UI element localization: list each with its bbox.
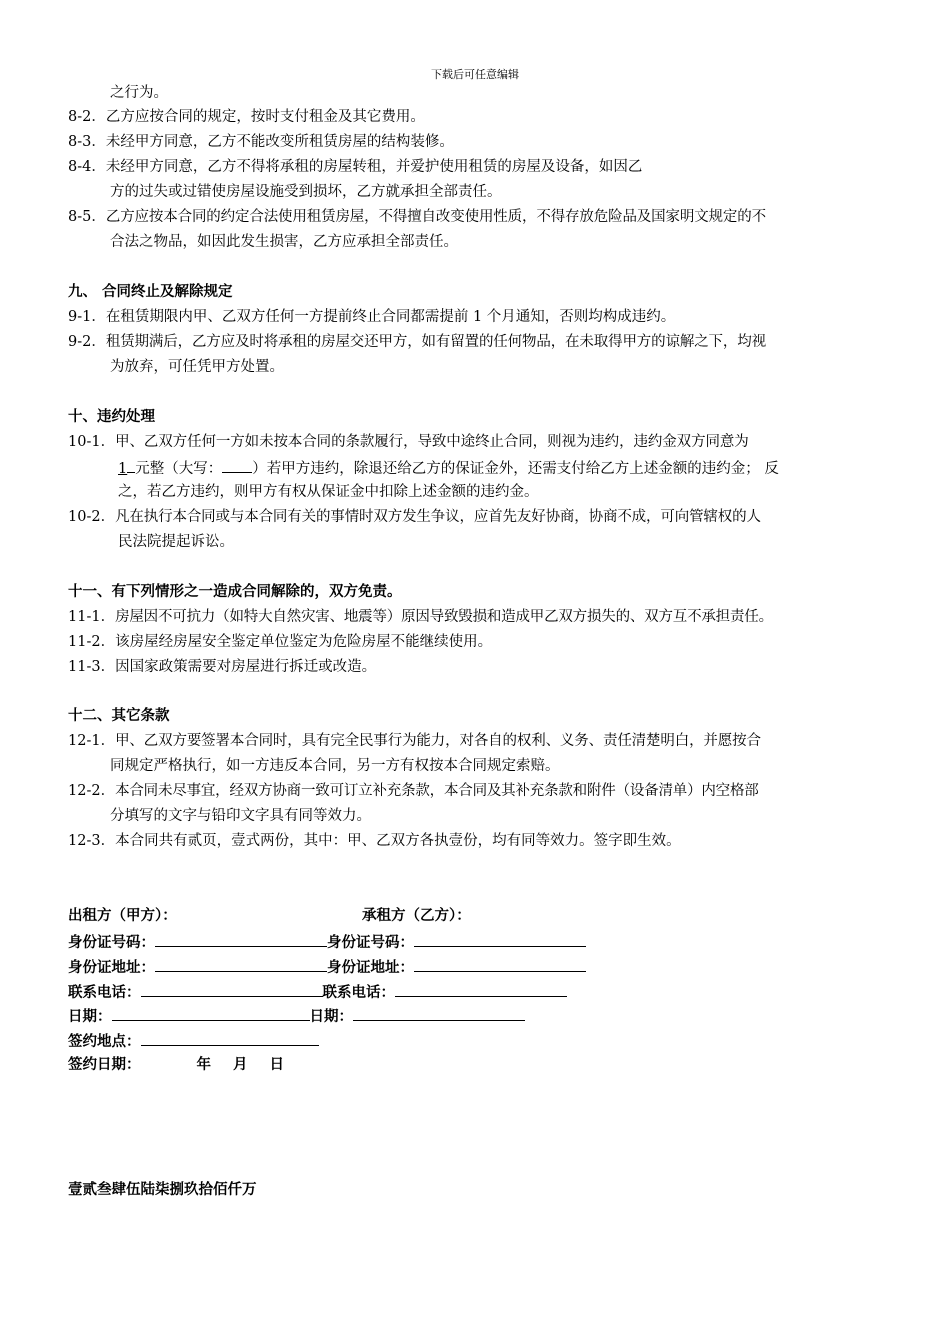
section-12-title: 十二、其它条款 bbox=[68, 708, 170, 724]
clause-9-2 bbox=[68, 333, 766, 351]
clause-number: 8-5． bbox=[68, 209, 106, 225]
date-label: 日期： bbox=[309, 1009, 353, 1025]
clause-text: 租赁期满后，乙方应及时将承租的房屋交还甲方，如有留置的任何物品，在未取得甲方的谅解之下，均视 bbox=[105, 334, 766, 350]
amount-words-blank[interactable] bbox=[222, 458, 252, 473]
clause-text: 凡在执行本合同或与本合同有关的事情时双方发生争议，应首先友好协商，协商不成，可向管辖权的人 bbox=[115, 509, 761, 525]
clause-number: 11-3． bbox=[68, 659, 116, 675]
clause-text: 甲、乙双方任何一方如未按本合同的条款履行，导致中途终止合同，则视为违约，违约金双方同意为 bbox=[115, 434, 749, 450]
clause-number: 11-1． bbox=[68, 609, 116, 625]
header-note: 下载后可任意编辑 bbox=[431, 68, 519, 81]
id-address-label: 身份证地址： bbox=[327, 960, 414, 976]
sign-place-field[interactable] bbox=[141, 1031, 319, 1046]
lessee-id-address-field[interactable] bbox=[414, 957, 586, 972]
lessor-id-address-field[interactable] bbox=[155, 957, 327, 972]
clause-number: 8-3． bbox=[68, 134, 106, 150]
clause-number: 8-4． bbox=[68, 159, 106, 175]
clause-text: ）若甲方违约，除退还给乙方的保证金外，还需支付给乙方上述金额的违约金； 反 bbox=[252, 461, 779, 477]
clause-8-4 bbox=[68, 158, 642, 176]
lessor-addr-row bbox=[68, 957, 586, 977]
clause-text: 房屋因不可抗力（如特大自然灾害、地震等）原因导致毁损和造成甲乙双方损失的、双方互不承担责任。 bbox=[115, 609, 773, 625]
place-row bbox=[68, 1031, 319, 1051]
clause-text: 乙方应按本合同的约定合法使用租赁房屋，不得擅自改变使用性质，不得存放危险品及国家明文规定的不 bbox=[105, 209, 766, 225]
clause-number: 9-1． bbox=[68, 309, 106, 325]
clause-number: 12-1． bbox=[68, 733, 116, 749]
clause-text: 甲、乙双方要签署本合同时，具有完全民事行为能力，对各自的权利、义务、责任清楚明白，并愿按合 bbox=[115, 733, 761, 749]
clause-number: 10-2． bbox=[68, 509, 116, 525]
clause-text: 该房屋经房屋安全鉴定单位鉴定为危险房屋不能继续使用。 bbox=[115, 634, 493, 650]
lessor-phone-field[interactable] bbox=[141, 982, 323, 997]
section-10-title: 十、违约处理 bbox=[68, 409, 155, 425]
clause-10-2 bbox=[68, 508, 761, 526]
clause-12-2 bbox=[68, 782, 759, 800]
clause-10-2-cont: 民法院提起诉讼。 bbox=[118, 534, 234, 550]
month-label: 月 bbox=[233, 1057, 248, 1073]
lessor-label: 出租方（甲方）： bbox=[68, 908, 177, 924]
id-number-label: 身份证号码： bbox=[68, 935, 155, 951]
clause-8-1-tail: 之行为。 bbox=[110, 85, 168, 101]
clause-8-2 bbox=[68, 108, 425, 126]
clause-8-5-cont: 合法之物品，如因此发生损害，乙方应承担全部责任。 bbox=[110, 234, 458, 250]
clause-10-1 bbox=[68, 433, 749, 451]
clause-number: 9-2． bbox=[68, 334, 106, 350]
clause-11-1 bbox=[68, 608, 773, 626]
lessor-date-field[interactable] bbox=[112, 1006, 310, 1021]
lessor-id-number-field[interactable] bbox=[155, 932, 327, 947]
clause-10-1-cont2: 之，若乙方违约，则甲方有权从保证金中扣除上述金额的违约金。 bbox=[118, 484, 539, 500]
clause-8-4-cont: 方的过失或过错使房屋设施受到损坏，乙方就承担全部责任。 bbox=[110, 184, 502, 200]
clause-9-2-cont: 为放弃，可任凭甲方处置。 bbox=[110, 359, 284, 375]
clause-number: 8-2． bbox=[68, 109, 106, 125]
phone-label: 联系电话： bbox=[322, 985, 395, 1001]
clause-text: 本合同共有贰页，壹式两份，其中：甲、乙双方各执壹份，均有同等效力。签字即生效。 bbox=[115, 833, 681, 849]
section-11-title: 十一、有下列情形之一造成合同解除的，双方免责。 bbox=[68, 584, 402, 600]
phone-label: 联系电话： bbox=[68, 985, 141, 1001]
sign-date-label: 签约日期： bbox=[68, 1057, 141, 1073]
section-9-title: 九、 合同终止及解除规定 bbox=[68, 284, 233, 300]
lessee-phone-field[interactable] bbox=[395, 982, 567, 997]
lessee-date-field[interactable] bbox=[353, 1006, 525, 1021]
penalty-amount: 1 bbox=[118, 461, 128, 477]
lessee-label: 承租方（乙方）： bbox=[362, 908, 471, 924]
clause-12-1 bbox=[68, 732, 761, 750]
clause-number: 12-2． bbox=[68, 783, 116, 799]
clause-11-3 bbox=[68, 658, 376, 676]
sign-date-row bbox=[68, 1056, 284, 1074]
clause-number: 10-1． bbox=[68, 434, 116, 450]
clause-text: 因国家政策需要对房屋进行拆迁或改造。 bbox=[115, 659, 377, 675]
clause-number: 12-3． bbox=[68, 833, 116, 849]
clause-11-2 bbox=[68, 633, 492, 651]
year-label: 年 bbox=[196, 1057, 211, 1073]
clause-10-1-cont bbox=[118, 458, 779, 478]
clause-text: 在租赁期限内甲、乙双方任何一方提前终止合同都需提前 1 个月通知，否则均构成违约。 bbox=[105, 309, 676, 325]
lessor-id-row bbox=[68, 932, 586, 952]
date-row bbox=[68, 1006, 525, 1026]
clause-text: 未经甲方同意，乙方不能改变所租赁房屋的结构装修。 bbox=[105, 134, 454, 150]
clause-number: 11-2． bbox=[68, 634, 116, 650]
day-label: 日 bbox=[269, 1057, 284, 1073]
phone-row bbox=[68, 982, 567, 1002]
clause-text: 本合同未尽事宜，经双方协商一致可订立补充条款，本合同及其补充条款和附件（设备清单）内空格部 bbox=[115, 783, 759, 799]
id-address-label: 身份证地址： bbox=[68, 960, 155, 976]
id-number-label: 身份证号码： bbox=[327, 935, 414, 951]
clause-9-1 bbox=[68, 308, 675, 326]
lessee-id-number-field[interactable] bbox=[414, 932, 586, 947]
clause-12-2-cont: 分填写的文字与铅印文字具有同等效力。 bbox=[110, 808, 371, 824]
clause-text: 未经甲方同意，乙方不得将承租的房屋转租，并爱护使用租赁的房屋及设备，如因乙 bbox=[105, 159, 643, 175]
footer-numerals: 壹贰叁肆伍陆柒捌玖拾佰仟万 bbox=[68, 1182, 257, 1198]
clause-text: 元整（大写： bbox=[135, 461, 223, 477]
clause-8-3 bbox=[68, 133, 454, 151]
date-label: 日期： bbox=[68, 1009, 112, 1025]
clause-12-3 bbox=[68, 832, 681, 850]
clause-8-5 bbox=[68, 208, 766, 226]
clause-12-1-cont: 同规定严格执行，如一方违反本合同，另一方有权按本合同规定索赔。 bbox=[110, 758, 560, 774]
sign-place-label: 签约地点： bbox=[68, 1034, 141, 1050]
clause-text: 乙方应按合同的规定，按时支付租金及其它费用。 bbox=[105, 109, 425, 125]
